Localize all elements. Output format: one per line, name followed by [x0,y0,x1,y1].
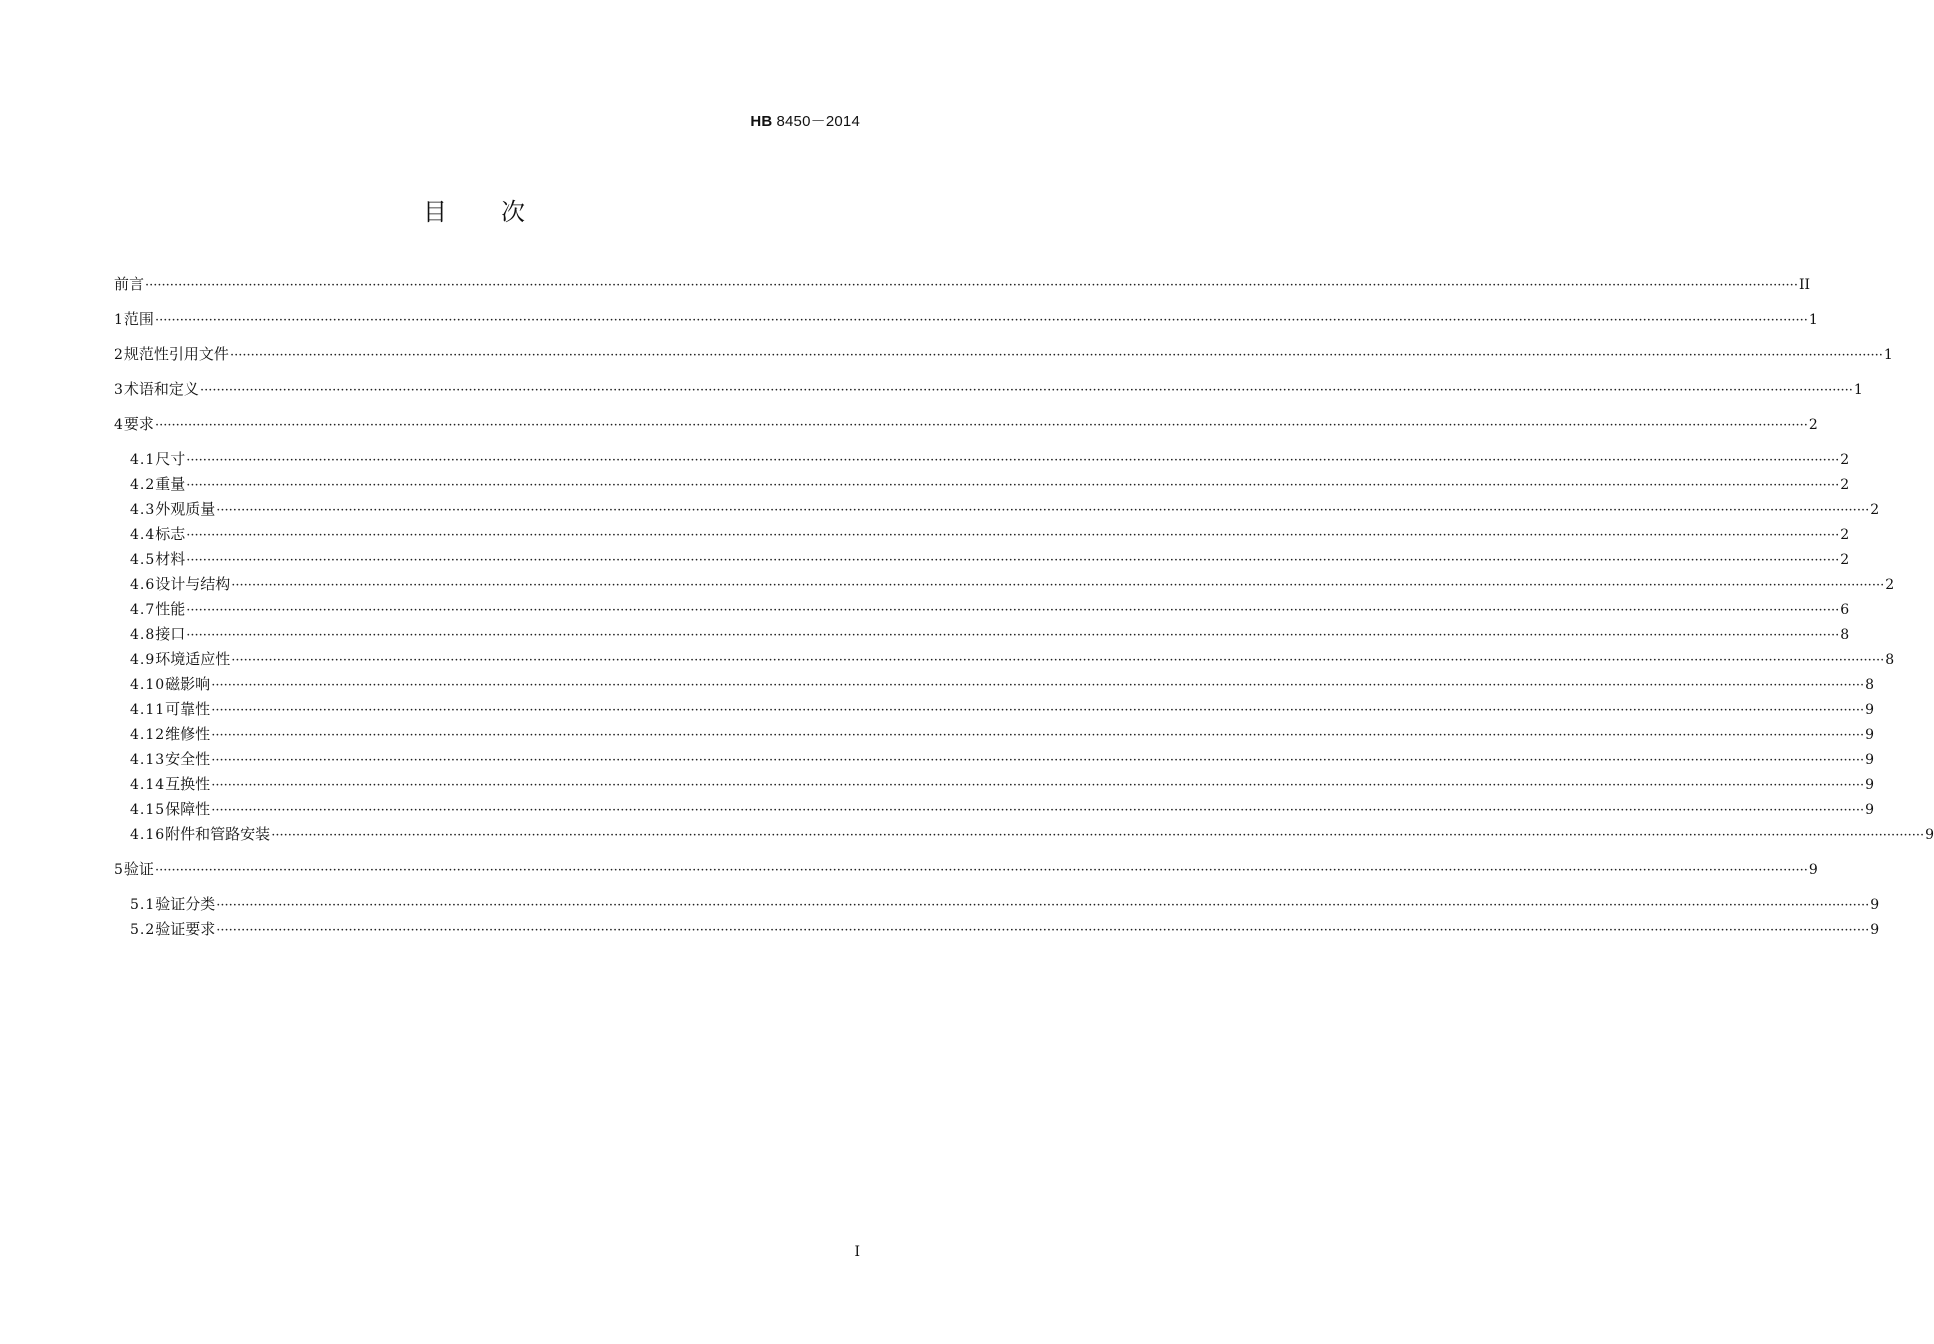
toc-entry-number: 2 [114,347,124,363]
standard-code-number: 8450－2014 [776,113,860,130]
toc-entry[interactable] [114,412,1818,437]
toc-entry[interactable] [114,917,1880,942]
toc-leader-dots: ················································································································································································································································································································································································································ [186,628,1840,643]
toc-leader-dots: ················································································································································································································································································································································································································ [186,478,1840,493]
toc-entry-page: 8 [1865,677,1875,693]
toc-entry[interactable] [114,522,1850,547]
footer-page-number: I [854,1244,860,1260]
toc-entry-page: 2 [1808,417,1818,433]
toc-entry-label: 验证分类 [155,895,216,913]
toc-entry-page: 2 [1840,452,1850,468]
toc-entry-label: 尺寸 [155,450,186,468]
toc-leader-dots: ················································································································································································································································································································································································································ [211,778,1865,793]
toc-entry-label: 重量 [155,475,186,493]
toc-entry[interactable] [114,272,1811,297]
toc-entry-page: II [1798,277,1811,293]
toc-entry[interactable] [114,647,1895,672]
toc-leader-dots: ················································································································································································································································································································································································································ [186,453,1840,468]
toc-entry-page: 1 [1853,382,1863,398]
toc-leader-dots: ················································································································································································································································································································································································································ [231,653,1885,668]
toc-leader-dots: ················································································································································································································································································································································································································ [186,528,1840,543]
toc-leader-dots: ················································································································································································································································································································································································································ [211,678,1865,693]
standard-code [750,110,860,131]
standard-code-prefix: HB [750,113,773,130]
toc-leader-dots: ················································································································································································································································································································································································································ [211,803,1865,818]
toc-entry[interactable] [114,772,1875,797]
toc-entry-number: 4.8 [130,627,156,643]
toc-leader-dots: ················································································································································································································································································································································································································ [216,503,1870,518]
toc-entry-number: 4.14 [130,777,166,793]
toc-entry-page: 6 [1840,602,1850,618]
toc-entry-number: 4.15 [130,802,166,818]
toc-entry[interactable] [114,547,1850,572]
toc-entry-number: 5.2 [130,922,156,938]
toc-leader-dots: ················································································································································································································································································································································································································ [186,603,1840,618]
toc-entry[interactable] [114,472,1850,497]
toc-entry-number: 4.4 [130,527,156,543]
toc-leader-dots: ················································································································································································································································································································································································································ [186,553,1840,568]
toc-entry[interactable] [114,697,1875,722]
table-of-contents [114,272,1934,942]
toc-entry-number: 4.16 [130,827,166,843]
toc-entry[interactable] [114,307,1818,332]
toc-entry[interactable] [114,597,1850,622]
toc-leader-dots: ················································································································································································································································································································································································································ [154,863,1808,878]
toc-leader-dots: ················································································································································································································································································································································································································ [271,828,1925,843]
toc-entry-label: 附件和管路安装 [165,825,271,843]
page-title [0,192,950,227]
toc-entry-number: 1 [114,312,124,328]
toc-leader-dots: ················································································································································································································································································································································································································ [145,278,1798,293]
toc-entry[interactable] [114,572,1895,597]
toc-entry-label: 保障性 [165,800,211,818]
toc-entry-label: 互换性 [165,775,211,793]
toc-entry[interactable] [114,747,1875,772]
toc-entry-number: 4.13 [130,752,166,768]
toc-entry-label: 性能 [155,600,186,618]
toc-entry-number: 3 [114,382,124,398]
toc-entry-page: 2 [1840,477,1850,493]
toc-entry-number: 4.7 [130,602,156,618]
toc-leader-dots: ················································································································································································································································································································································································································ [216,898,1870,913]
toc-entry[interactable] [114,797,1875,822]
toc-leader-dots: ················································································································································································································································································································································································································ [211,703,1865,718]
toc-entry-label: 接口 [155,625,186,643]
toc-entry[interactable] [114,497,1880,522]
toc-entry[interactable] [114,857,1818,882]
toc-entry-label: 维修性 [165,725,211,743]
toc-entry-page: 9 [1865,777,1875,793]
toc-entry-label: 规范性引用文件 [123,345,229,363]
toc-entry-page: 9 [1865,802,1875,818]
toc-entry-page: 2 [1885,577,1895,593]
toc-entry-page: 9 [1865,727,1875,743]
toc-leader-dots: ················································································································································································································································································································································································································ [154,418,1808,433]
toc-entry-label: 要求 [123,415,154,433]
toc-entry-label: 验证 [123,860,154,878]
toc-entry[interactable] [114,722,1875,747]
toc-entry-number: 5.1 [130,897,156,913]
toc-entry[interactable] [114,822,1934,847]
toc-entry-page: 9 [1865,702,1875,718]
toc-leader-dots: ················································································································································································································································································································································································································ [229,348,1883,363]
toc-entry-page: 9 [1870,922,1880,938]
toc-entry-number: 4.5 [130,552,156,568]
toc-leader-dots: ················································································································································································································································································································································································································ [216,923,1870,938]
toc-entry-label: 可靠性 [165,700,211,718]
toc-leader-dots: ················································································································································································································································································································································································································ [211,728,1865,743]
toc-entry-number: 4.12 [130,727,166,743]
toc-entry-page: 9 [1925,827,1934,843]
page-title-char-2: 次 [501,198,527,226]
toc-entry-label: 环境适应性 [155,650,231,668]
toc-entry-page: 2 [1840,527,1850,543]
toc-entry-label: 前言 [114,275,145,293]
toc-entry-number: 4 [114,417,124,433]
toc-entry[interactable] [114,447,1850,472]
toc-entry-number: 4.1 [130,452,156,468]
toc-entry-page: 2 [1870,502,1880,518]
toc-entry-label: 标志 [155,525,186,543]
toc-entry-page: 1 [1808,312,1818,328]
toc-entry-number: 4.6 [130,577,156,593]
toc-entry[interactable] [114,892,1880,917]
toc-entry-number: 5 [114,862,124,878]
toc-entry-label: 范围 [123,310,154,328]
toc-leader-dots: ················································································································································································································································································································································································································ [154,313,1808,328]
toc-entry-page: 9 [1808,862,1818,878]
toc-entry-label: 磁影响 [165,675,211,693]
toc-entry-page: 1 [1883,347,1893,363]
page-title-char-1: 目 [423,198,449,226]
toc-entry-label: 外观质量 [155,500,216,518]
toc-entry-label: 设计与结构 [155,575,231,593]
toc-entry[interactable] [114,342,1893,367]
toc-entry-number: 4.3 [130,502,156,518]
toc-entry-number: 4.11 [130,702,166,718]
toc-entry[interactable] [114,377,1863,402]
toc-entry-page: 2 [1840,552,1850,568]
toc-entry-number: 4.2 [130,477,156,493]
toc-entry-page: 8 [1885,652,1895,668]
toc-entry[interactable] [114,622,1850,647]
toc-entry-label: 安全性 [165,750,211,768]
toc-entry-label: 术语和定义 [123,380,199,398]
toc-entry-page: 9 [1870,897,1880,913]
toc-leader-dots: ················································································································································································································································································································································································································ [231,578,1885,593]
toc-entry-number: 4.9 [130,652,156,668]
toc-entry-page: 8 [1840,627,1850,643]
toc-entry-number: 4.10 [130,677,166,693]
toc-leader-dots: ················································································································································································································································································································································································································ [211,753,1865,768]
toc-leader-dots: ················································································································································································································································································································································································································ [199,383,1853,398]
toc-entry-page: 9 [1865,752,1875,768]
toc-entry-label: 材料 [155,550,186,568]
toc-entry[interactable] [114,672,1875,697]
toc-entry-label: 验证要求 [155,920,216,938]
